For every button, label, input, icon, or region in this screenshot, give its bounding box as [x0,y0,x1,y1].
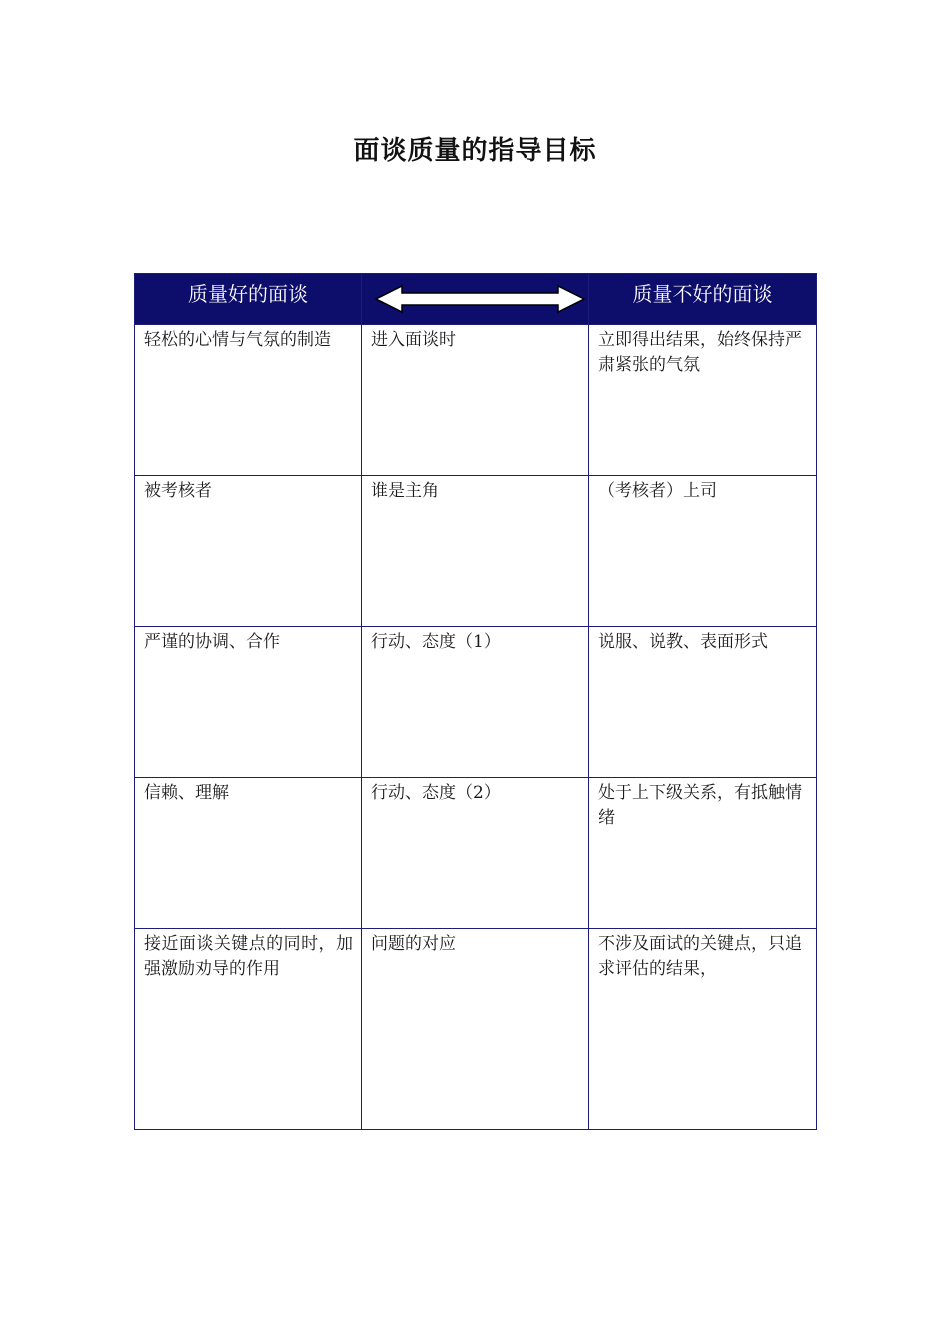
header-bad-label: 质量不好的面谈 [632,282,773,306]
table-row [135,778,817,929]
table-row [135,325,817,476]
header-good [135,274,362,325]
double-arrow-icon [374,284,586,314]
cell-good: 严谨的协调、合作 [135,627,362,778]
cell-good: 被考核者 [135,476,362,627]
header-bad [589,274,817,325]
cell-aspect: 行动、态度（1） [362,627,589,778]
cell-bad: 说服、说教、表面形式 [589,627,817,778]
cell-aspect: 谁是主角 [362,476,589,627]
table-row [135,476,817,627]
cell-good: 信赖、理解 [135,778,362,929]
table-row [135,929,817,1130]
cell-bad: （考核者）上司 [589,476,817,627]
cell-aspect: 行动、态度（2） [362,778,589,929]
cell-bad: 立即得出结果，始终保持严肃紧张的气氛 [589,325,817,476]
table-header-row [135,274,817,325]
cell-aspect: 问题的对应 [362,929,589,1130]
page-title: 面谈质量的指导目标 [353,136,597,166]
table-row [135,627,817,778]
cell-good: 轻松的心情与气氛的制造 [135,325,362,476]
header-good-label: 质量好的面谈 [188,282,308,306]
comparison-table [134,273,817,1130]
cell-good: 接近面谈关键点的同时，加强激励劝导的作用 [135,929,362,1130]
cell-bad: 处于上下级关系，有抵触情绪 [589,778,817,929]
header-arrow [362,274,589,325]
cell-aspect: 进入面谈时 [362,325,589,476]
cell-bad: 不涉及面试的关键点，只追求评估的结果， [589,929,817,1130]
